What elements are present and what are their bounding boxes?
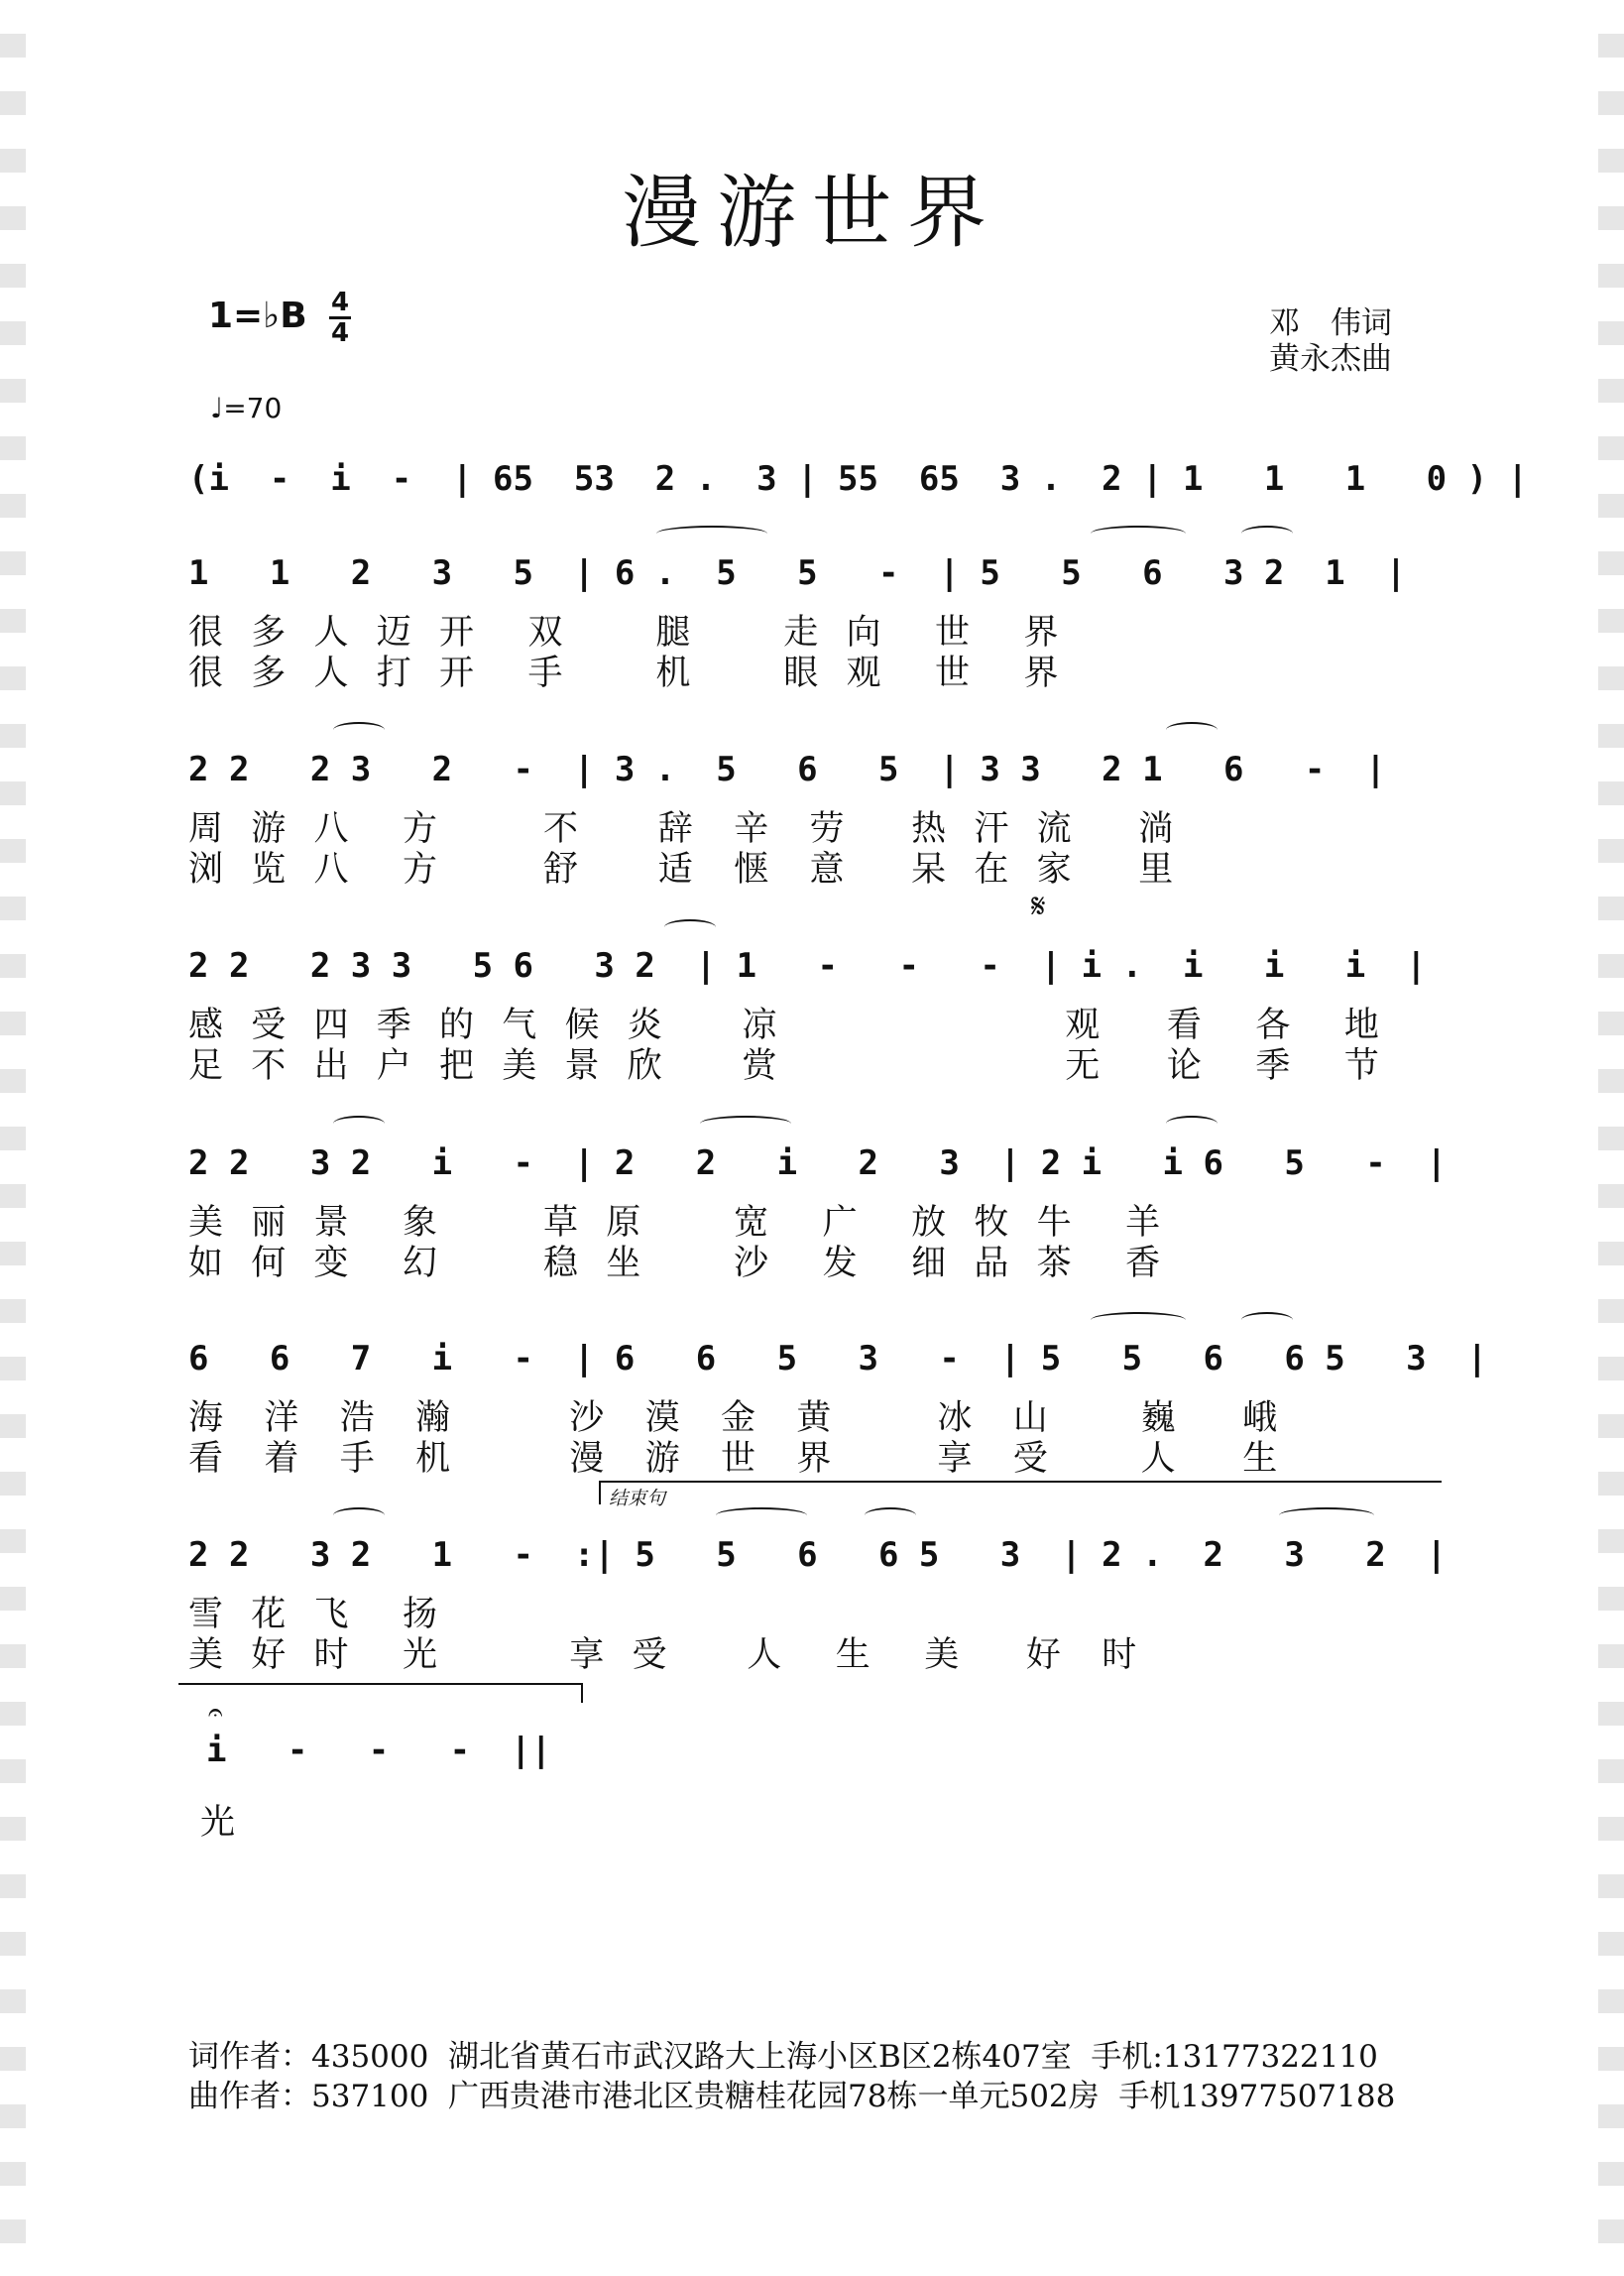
slur-mark	[664, 919, 716, 935]
slur-mark	[333, 1507, 385, 1523]
song-title: 漫游世界	[622, 167, 1002, 259]
lyric-line-4-verse-2: 如 何 变 幻 稳 坐 沙 发 细 品 茶 香	[188, 1244, 1163, 1283]
notation-line-4: 2 2 3 2 i - | 2 2 i 2 3 | 2 i i 6 5 - |	[188, 1143, 1448, 1183]
time-sig-top: 4	[330, 288, 350, 317]
notation-line-7: i - - - ||	[206, 1731, 551, 1770]
lyric-line-3-verse-2: 足 不 出 户 把 美 景 欣 赏 无 论 季 节	[188, 1046, 1381, 1086]
ending-label: 结束句	[609, 1488, 666, 1509]
ending-bracket	[599, 1481, 1442, 1504]
lyric-line-5-verse-2: 看 着 手 机 漫 游 世 界 享 受 人 生	[188, 1439, 1280, 1479]
notation-line-2: 2 2 2 3 2 - | 3 . 5 6 5 | 3 3 2 1 6 - |	[188, 750, 1386, 789]
lyric-line-7-verse-1: 光	[200, 1803, 238, 1843]
lyric-line-1-verse-1: 很 多 人 迈 开 双 腿 走 向 世 界	[188, 613, 1061, 653]
lyric-line-6-verse-1: 雪 花 飞 扬	[188, 1595, 440, 1634]
slur-mark	[1241, 1312, 1293, 1328]
lyric-line-4-verse-1: 美 丽 景 象 草 原 宽 广 放 牧 牛 羊	[188, 1203, 1163, 1243]
page-edge-left	[0, 0, 26, 2276]
notation-line-1: 1 1 2 3 5 | 6 . 5 5 - | 5 5 6 3 2 1 |	[188, 553, 1407, 593]
notation-line-0: (i - i - | 65 53 2 . 3 | 55 65 3 . 2 | 1 1 1 0 ) |	[188, 459, 1529, 499]
slur-mark	[1279, 1507, 1374, 1523]
lyric-line-2-verse-2: 浏 览 八 方 舒 适 惬 意 呆 在 家 里	[188, 850, 1176, 890]
slur-mark	[333, 722, 385, 738]
slur-mark	[1166, 722, 1218, 738]
lyric-line-3-verse-1: 感 受 四 季 的 气 候 炎 凉 观 看 各 地	[188, 1006, 1381, 1045]
key-signature	[208, 296, 307, 336]
lyricist-contact: 词作者：435000 湖北省黄石市武汉路大上海小区B区2栋407室 手机:13177322110	[188, 2039, 1378, 2075]
tempo-marking: ♩=70	[210, 392, 283, 424]
segno-sign: 𝄋	[1031, 887, 1046, 926]
slur-mark	[1241, 526, 1293, 541]
notation-line-3: 2 2 2 3 3 5 6 3 2 | 1 - - - | i . i i i |	[188, 946, 1427, 986]
fermata-mark: 𝄐	[208, 1698, 223, 1728]
lyric-line-6-verse-2: 美 好 时 光 享 受 人 生 美 好 时	[188, 1635, 1139, 1675]
slur-mark	[1091, 1312, 1186, 1328]
page-edge-right	[1598, 0, 1624, 2276]
notation-line-5: 6 6 7 i - | 6 6 5 3 - | 5 5 6 6 5 3 |	[188, 1339, 1488, 1378]
key-text: 1=♭B	[208, 296, 307, 336]
ending-bracket-2	[178, 1683, 583, 1703]
slur-mark	[1091, 526, 1186, 541]
notation-line-6: 2 2 3 2 1 - :| 5 5 6 6 5 3 | 2 . 2 3 2 |	[188, 1535, 1448, 1575]
time-sig-bottom: 4	[330, 318, 350, 348]
lyricist-credit: 邓 伟词	[1269, 305, 1392, 341]
composer-contact: 曲作者：537100 广西贵港市港北区贵糖桂花园78栋一单元502房 手机13977507188	[188, 2079, 1396, 2114]
composer-credit: 黄永杰曲	[1269, 341, 1392, 377]
slur-mark	[333, 1116, 385, 1132]
lyric-line-1-verse-2: 很 多 人 打 开 手 机 眼 观 世 界	[188, 654, 1061, 693]
lyric-line-2-verse-1: 周 游 八 方 不 辞 辛 劳 热 汗 流 淌	[188, 809, 1176, 849]
slur-mark	[656, 526, 767, 541]
slur-mark	[865, 1507, 916, 1523]
time-signature	[329, 290, 351, 346]
lyric-line-5-verse-1: 海 洋 浩 瀚 沙 漠 金 黄 冰 山 巍 峨	[188, 1398, 1280, 1438]
slur-mark	[716, 1507, 807, 1523]
slur-mark	[1166, 1116, 1218, 1132]
slur-mark	[700, 1116, 791, 1132]
